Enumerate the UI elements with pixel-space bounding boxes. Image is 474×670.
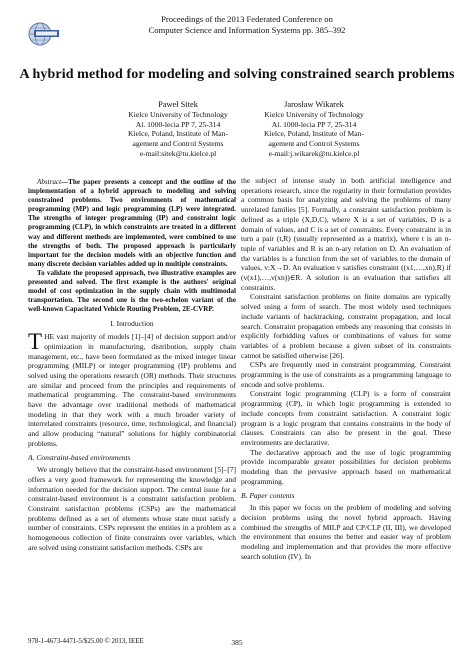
body-paragraph: the subject of intense study in both artificial intelligence and operations research, since the regularity in their formulation provides a common basis for analyzing and solving the problems of many unrelated families [5]. Formally, a constraint satisfaction problem is defined as a triple (X,D,C), where X is a set of variables, D is a domain of values, and C is a set of constraints. Every constraint is in turn a pair (t,R) (usually represented as a matrix), where t is an n-tuple of variables and R is an n-ary relation on D. An evaluation of the variables is a function from the set of variables to the domain of values, v:X→D. An evaluation v satisfies constraint ((x1,…,xn),R) if (v(x1),…,v(xn))∈R. A solution is an evaluation that satisfies all constraints.: [241, 176, 451, 292]
body-paragraph: The declarative approach and the use of logic programming provide incomparable greater possibilities for decision problems modeling than the pervasive approach based on mathematical programming.: [241, 447, 451, 486]
abstract-text: —The paper presents a concept and the outline of the implementation of a hybrid approach to modeling and solving constrained problems. Two environments of mathematical programming (MP) and logic programming (LP) were integrated. The strengths of integer programming (IP) and constraint logic programming (CLP), in which constraints are treated in a different way and different methods are implemented, were combined to use the strengths of both. The proposed approach is particularly important for the decision models with an objective function and many discrete decision variables added up in multiple constraints.: [28, 178, 236, 268]
author-block-2: [244, 100, 384, 159]
section-heading-introduction: I. Introduction: [110, 319, 154, 329]
proceedings-header: [0, 10, 474, 50]
author-affiliation-line: Al. 1000-lecia PP 7, 25-314: [135, 119, 221, 129]
abstract-paragraph-2: To validate the proposed approach, two illustrative examples are presented and solved. The first example is the authors' original model of cost optimization in the supply chain with multimodal transportation. The second one is the two-echelon variant of the well-known Capacitated Vehicle Routing Problem, 2E-CVRP.: [28, 268, 236, 314]
body-paragraph: Constraint logic programming (CLP) is a form of constraint programming (CP), in which logic programming is extended to include concepts from constraint satisfaction. A constraint logic program is a logic program that contains constraints in the body of clauses. Constraints can also be present in the goal. These environments are declarative.: [241, 389, 451, 447]
author-name: Paweł Sitek: [158, 100, 198, 109]
subsection-heading-b: B. Paper contents: [241, 490, 295, 500]
proceedings-line-1: Proceedings of the 2013 Federated Conference on: [161, 14, 333, 24]
author-affiliation-line: agement and Control Systems: [132, 139, 224, 149]
intro-text: HE vast majority of models [1]–[4] of decision support and/or optimization in manufacturing, distribution, supply chain management, etc., have been formulated as the mixed integer linear programming (MILP) or integer programming (IP) problems and solved using the operations research (OR) methods. Their structures are similar and proceed from the principles and requirements of mathematical programming. The constraint-based environments have the advantage over traditional methods of mathematical modeling in that they work with a much broader variety of interrelated constraints (resource, time, technological, and financial) and allow producing “natural” solutions for highly combinatorial problems.: [28, 332, 236, 448]
left-column: [28, 178, 236, 553]
author-block-1: [108, 100, 248, 159]
body-paragraph: CSPs are frequently used in constraint programming. Constraint programming is the use of constraints as a programming language to encode and solve problems.: [241, 360, 451, 389]
proceedings-line-2: Computer Science and Information Systems pp. 385–392: [148, 25, 346, 35]
author-affiliation-line: Kielce, Poland, Institute of Man-: [128, 129, 228, 139]
right-column: [241, 176, 451, 561]
body-paragraph: In this paper we focus on the problem of modeling and solving decision problems using the novel hybrid approach. Having combined the strengths of MILP and CP/CLP (II, III), we developed the environment that ensures the better and easier way of problem modeling and implementation and that provides the more effective search solution (IV). In: [241, 503, 451, 561]
proceedings-citation: [60, 14, 434, 36]
author-name: Jarosław Wikarek: [284, 100, 344, 109]
copyright-notice: 978-1-4673-4471-5/$25.00 © 2013, IEEE: [28, 638, 144, 645]
author-email: e-mail:sitek@tu.kielce.pl: [139, 148, 217, 158]
author-affiliation-line: Al. 1000-lecia PP 7, 25-314: [271, 119, 357, 129]
drop-cap: T: [28, 329, 43, 355]
subsection-a-paragraph: We strongly believe that the constraint-based environment [5]–[7] offers a very good framework for representing the knowledge and information needed for the decision support. The central issue for a constraint-based environment is a constraint satisfaction problem. Constraint satisfaction problems (CSPs) are the mathematical problems defined as a set of elements whose state must satisfy a number of constraints. CSPs represent the entities in a problem as a homogeneous collection of finite constraints over variables, which are solved using constraint satisfaction methods. CSPs are: [28, 465, 236, 552]
author-affiliation-line: Kielce University of Technology: [264, 109, 364, 119]
paper-title: A hybrid method for modeling and solving constrained search problems: [19, 67, 455, 82]
intro-paragraph: [28, 329, 236, 448]
author-affiliation-line: Kielce, Poland, Institute of Man-: [264, 129, 364, 139]
body-paragraph: Constraint satisfaction problems on finite domains are typically solved using a form of search. The most widely used techniques include variants of backtracking, constraint propagation, and local search. Constraint propagation embeds any reasoning that consists in explicitly forbidding values or combinations of values for some variables of a problem because a given subset of its constraints cannot be satisfied otherwise [26].: [241, 292, 451, 360]
abstract-paragraph: [28, 178, 236, 269]
author-affiliation-line: agement and Control Systems: [268, 139, 360, 149]
author-email: e-mail:j.wikarek@tu.kielce.pl: [268, 148, 360, 158]
abstract-lead: Abstract: [37, 178, 62, 186]
page-number: 385: [231, 638, 243, 647]
subsection-heading-a: A. Constraint-based environments: [28, 452, 131, 462]
author-affiliation-line: Kielce University of Technology: [128, 109, 228, 119]
fedcsis-globe-logo-icon: [26, 21, 60, 47]
